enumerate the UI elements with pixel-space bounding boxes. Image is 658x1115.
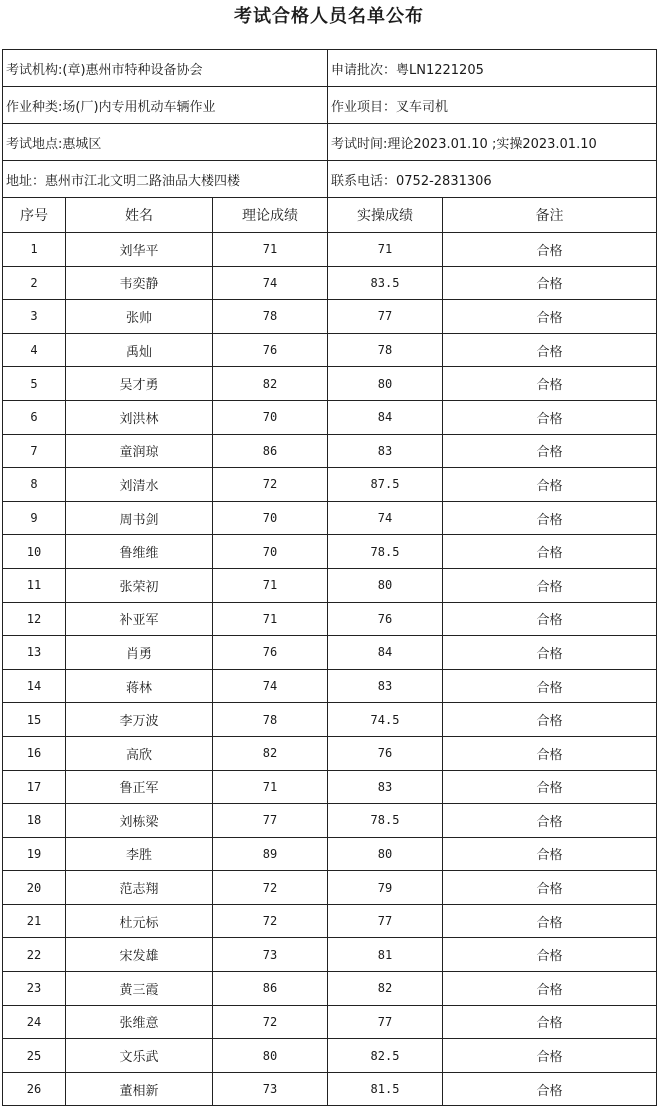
cell-practice-score: 78.5 <box>328 535 443 569</box>
cell-name: 张维意 <box>66 1005 213 1039</box>
cell-name: 宋发雄 <box>66 938 213 972</box>
cell-remark: 合格 <box>443 1072 657 1106</box>
header-practice-score: 实操成绩 <box>328 198 443 233</box>
cell-practice-score: 77 <box>328 904 443 938</box>
info-row-4 <box>3 161 657 198</box>
cell-theory-score: 89 <box>213 837 328 871</box>
exam-institution: 考试机构:(章)惠州市特种设备协会 <box>3 50 328 87</box>
cell-practice-score: 74.5 <box>328 703 443 737</box>
table-row <box>3 636 657 670</box>
cell-practice-score: 82.5 <box>328 1039 443 1073</box>
cell-remark: 合格 <box>443 904 657 938</box>
contact-phone: 联系电话：0752-2831306 <box>328 161 657 198</box>
cell-remark: 合格 <box>443 938 657 972</box>
cell-theory-score: 72 <box>213 1005 328 1039</box>
table-row <box>3 1072 657 1106</box>
cell-practice-score: 79 <box>328 871 443 905</box>
cell-remark: 合格 <box>443 602 657 636</box>
cell-name: 刘清水 <box>66 468 213 502</box>
cell-practice-score: 83 <box>328 669 443 703</box>
cell-theory-score: 71 <box>213 602 328 636</box>
cell-name: 禹灿 <box>66 333 213 367</box>
cell-practice-score: 78 <box>328 333 443 367</box>
cell-theory-score: 70 <box>213 400 328 434</box>
cell-seq: 22 <box>3 938 66 972</box>
table-row <box>3 904 657 938</box>
table-row <box>3 468 657 502</box>
cell-seq: 14 <box>3 669 66 703</box>
cell-practice-score: 87.5 <box>328 468 443 502</box>
table-body <box>3 50 657 1106</box>
cell-name: 范志翔 <box>66 871 213 905</box>
exam-time: 考试时间:理论2023.01.10 ;实操2023.01.10 <box>328 124 657 161</box>
cell-name: 张帅 <box>66 300 213 334</box>
cell-seq: 8 <box>3 468 66 502</box>
cell-name: 李胜 <box>66 837 213 871</box>
cell-remark: 合格 <box>443 1039 657 1073</box>
table-row <box>3 804 657 838</box>
cell-remark: 合格 <box>443 770 657 804</box>
table-row <box>3 602 657 636</box>
cell-name: 吴才勇 <box>66 367 213 401</box>
cell-seq: 25 <box>3 1039 66 1073</box>
table-row <box>3 367 657 401</box>
work-project: 作业项目：叉车司机 <box>328 87 657 124</box>
cell-name: 周书剑 <box>66 501 213 535</box>
work-category: 作业种类:场(厂)内专用机动车辆作业 <box>3 87 328 124</box>
cell-theory-score: 80 <box>213 1039 328 1073</box>
cell-practice-score: 80 <box>328 568 443 602</box>
cell-seq: 21 <box>3 904 66 938</box>
cell-seq: 18 <box>3 804 66 838</box>
table-row <box>3 871 657 905</box>
cell-theory-score: 70 <box>213 535 328 569</box>
cell-practice-score: 83.5 <box>328 266 443 300</box>
cell-name: 文乐武 <box>66 1039 213 1073</box>
table-row <box>3 972 657 1006</box>
cell-practice-score: 81.5 <box>328 1072 443 1106</box>
cell-practice-score: 71 <box>328 233 443 267</box>
table-row <box>3 1039 657 1073</box>
table-row <box>3 434 657 468</box>
table-row <box>3 837 657 871</box>
cell-theory-score: 72 <box>213 468 328 502</box>
table-row <box>3 333 657 367</box>
cell-remark: 合格 <box>443 434 657 468</box>
cell-name: 董相新 <box>66 1072 213 1106</box>
table-row <box>3 501 657 535</box>
cell-practice-score: 80 <box>328 367 443 401</box>
cell-remark: 合格 <box>443 669 657 703</box>
cell-remark: 合格 <box>443 972 657 1006</box>
cell-seq: 26 <box>3 1072 66 1106</box>
cell-seq: 23 <box>3 972 66 1006</box>
cell-remark: 合格 <box>443 233 657 267</box>
cell-theory-score: 71 <box>213 770 328 804</box>
cell-theory-score: 78 <box>213 703 328 737</box>
cell-seq: 13 <box>3 636 66 670</box>
cell-remark: 合格 <box>443 300 657 334</box>
header-remark: 备注 <box>443 198 657 233</box>
table-row <box>3 669 657 703</box>
table-row <box>3 400 657 434</box>
cell-remark: 合格 <box>443 1005 657 1039</box>
cell-remark: 合格 <box>443 501 657 535</box>
cell-practice-score: 76 <box>328 736 443 770</box>
cell-name: 鲁正军 <box>66 770 213 804</box>
cell-seq: 4 <box>3 333 66 367</box>
exam-location: 考试地点:惠城区 <box>3 124 328 161</box>
info-row-3 <box>3 124 657 161</box>
cell-practice-score: 77 <box>328 300 443 334</box>
cell-name: 刘栋梁 <box>66 804 213 838</box>
cell-theory-score: 86 <box>213 434 328 468</box>
cell-seq: 10 <box>3 535 66 569</box>
table-row <box>3 266 657 300</box>
cell-seq: 9 <box>3 501 66 535</box>
cell-remark: 合格 <box>443 568 657 602</box>
cell-practice-score: 84 <box>328 636 443 670</box>
cell-theory-score: 74 <box>213 669 328 703</box>
cell-name: 童润琼 <box>66 434 213 468</box>
cell-theory-score: 76 <box>213 636 328 670</box>
cell-seq: 2 <box>3 266 66 300</box>
cell-seq: 16 <box>3 736 66 770</box>
cell-theory-score: 72 <box>213 904 328 938</box>
header-seq: 序号 <box>3 198 66 233</box>
cell-theory-score: 82 <box>213 736 328 770</box>
cell-practice-score: 76 <box>328 602 443 636</box>
cell-name: 鲁维维 <box>66 535 213 569</box>
cell-remark: 合格 <box>443 636 657 670</box>
table-row <box>3 703 657 737</box>
cell-name: 张荣初 <box>66 568 213 602</box>
table-row <box>3 938 657 972</box>
table-row <box>3 300 657 334</box>
cell-practice-score: 84 <box>328 400 443 434</box>
cell-remark: 合格 <box>443 266 657 300</box>
cell-seq: 1 <box>3 233 66 267</box>
info-row-1 <box>3 50 657 87</box>
cell-seq: 24 <box>3 1005 66 1039</box>
cell-seq: 12 <box>3 602 66 636</box>
cell-seq: 11 <box>3 568 66 602</box>
table-row <box>3 535 657 569</box>
cell-name: 蒋林 <box>66 669 213 703</box>
page-title: 考试合格人员名单公布 <box>234 6 424 27</box>
column-header-row <box>3 198 657 233</box>
cell-remark: 合格 <box>443 804 657 838</box>
cell-theory-score: 77 <box>213 804 328 838</box>
cell-remark: 合格 <box>443 468 657 502</box>
cell-theory-score: 71 <box>213 233 328 267</box>
cell-name: 补亚军 <box>66 602 213 636</box>
cell-remark: 合格 <box>443 400 657 434</box>
cell-name: 黄三霞 <box>66 972 213 1006</box>
table-row <box>3 568 657 602</box>
cell-theory-score: 73 <box>213 1072 328 1106</box>
cell-remark: 合格 <box>443 871 657 905</box>
cell-practice-score: 83 <box>328 770 443 804</box>
application-batch: 申请批次：粤LN1221205 <box>328 50 657 87</box>
cell-practice-score: 78.5 <box>328 804 443 838</box>
cell-practice-score: 74 <box>328 501 443 535</box>
cell-theory-score: 82 <box>213 367 328 401</box>
cell-remark: 合格 <box>443 333 657 367</box>
cell-theory-score: 73 <box>213 938 328 972</box>
cell-seq: 5 <box>3 367 66 401</box>
cell-theory-score: 71 <box>213 568 328 602</box>
cell-remark: 合格 <box>443 535 657 569</box>
cell-theory-score: 86 <box>213 972 328 1006</box>
cell-name: 肖勇 <box>66 636 213 670</box>
cell-seq: 20 <box>3 871 66 905</box>
cell-seq: 15 <box>3 703 66 737</box>
table-row <box>3 736 657 770</box>
address: 地址：惠州市江北文明二路油品大楼四楼 <box>3 161 328 198</box>
cell-practice-score: 81 <box>328 938 443 972</box>
info-row-2 <box>3 87 657 124</box>
cell-seq: 7 <box>3 434 66 468</box>
cell-remark: 合格 <box>443 837 657 871</box>
cell-practice-score: 83 <box>328 434 443 468</box>
cell-name: 韦奕静 <box>66 266 213 300</box>
cell-practice-score: 82 <box>328 972 443 1006</box>
cell-remark: 合格 <box>443 367 657 401</box>
cell-name: 李万波 <box>66 703 213 737</box>
cell-seq: 6 <box>3 400 66 434</box>
cell-name: 刘华平 <box>66 233 213 267</box>
cell-name: 高欣 <box>66 736 213 770</box>
cell-practice-score: 77 <box>328 1005 443 1039</box>
table-row <box>3 770 657 804</box>
cell-theory-score: 76 <box>213 333 328 367</box>
header-name: 姓名 <box>66 198 213 233</box>
qualified-personnel-table <box>2 49 657 1106</box>
cell-theory-score: 78 <box>213 300 328 334</box>
cell-remark: 合格 <box>443 703 657 737</box>
cell-theory-score: 70 <box>213 501 328 535</box>
cell-seq: 19 <box>3 837 66 871</box>
cell-remark: 合格 <box>443 736 657 770</box>
cell-theory-score: 74 <box>213 266 328 300</box>
cell-practice-score: 80 <box>328 837 443 871</box>
header-theory-score: 理论成绩 <box>213 198 328 233</box>
table-row <box>3 1005 657 1039</box>
cell-seq: 17 <box>3 770 66 804</box>
cell-theory-score: 72 <box>213 871 328 905</box>
cell-name: 刘洪林 <box>66 400 213 434</box>
table-row <box>3 233 657 267</box>
cell-seq: 3 <box>3 300 66 334</box>
cell-name: 杜元标 <box>66 904 213 938</box>
